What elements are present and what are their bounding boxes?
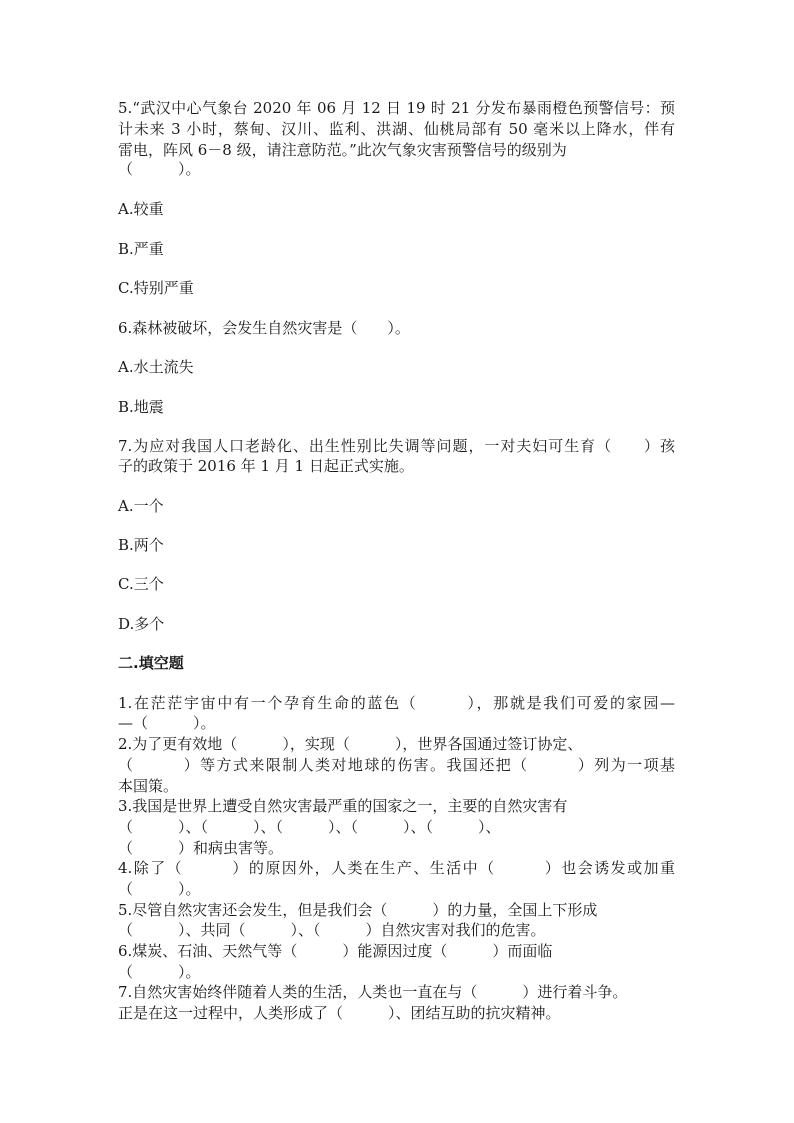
question-6-option-b: B.地震	[118, 398, 164, 416]
question-6-option-a: A.水土流失	[118, 358, 194, 376]
question-5-option-b: B.严重	[118, 240, 164, 258]
question-7-option-c: C.三个	[118, 575, 164, 593]
fill-line: （ ）、（ ）、（ ）、（ ）、（ ）、	[118, 818, 501, 836]
question-6-stem: 6.森林被破坏，会发生自然灾害是（ ）。	[118, 319, 410, 337]
question-7-line: 子的政策于 2016 年 1 月 1 日起正式实施。	[118, 457, 414, 475]
question-5-line: 5.“武汉中心气象台 2020 年 06 月 12 日 19 时 21 分发布暴雨橙色预警信号：预	[118, 99, 675, 117]
fill-line: 本国策。	[118, 777, 179, 795]
question-7-option-b: B.两个	[118, 536, 164, 554]
fill-line: —（ ）。	[118, 714, 216, 732]
fill-line: 7.自然灾害始终伴随着人类的生活，人类也一直在与（ ）进行着斗争。	[118, 983, 628, 1001]
question-5-line: 雷电，阵风 6－8 级，请注意防范。”此次气象灾害预警信号的级别为	[118, 141, 567, 159]
question-5-option-a: A.较重	[118, 200, 164, 218]
fill-line: （ ）。	[118, 880, 201, 898]
fill-line: 5.尽管自然灾害还会发生，但是我们会（ ）的力量，全国上下形成	[118, 901, 598, 919]
question-5-option-c: C.特别严重	[118, 279, 194, 297]
question-5-line: 计未来 3 小时，蔡甸、汉川、监利、洪湖、仙桃局部有 50 毫米以上降水，伴有	[118, 120, 675, 138]
fill-line: 4.除了（ ）的原因外，人类在生产、生活中（ ）也会诱发或加重	[118, 859, 675, 877]
fill-line: 6.煤炭、石油、天然气等（ ）能源因过度（ ）而面临	[118, 942, 553, 960]
question-7-option-a: A.一个	[118, 497, 164, 515]
question-7-option-d: D.多个	[118, 615, 165, 633]
section-heading: 二.填空题	[118, 654, 184, 672]
fill-line: （ ）。	[118, 963, 201, 981]
question-5-line: （ ）。	[118, 160, 201, 178]
fill-line: 2.为了更有效地（ ），实现（ ），世界各国通过签订协定、	[118, 735, 583, 753]
fill-line: 正是在这一过程中，人类形成了（ ）、团结互助的抗灾精神。	[118, 1004, 561, 1022]
fill-line: （ ）和病虫害等。	[118, 839, 284, 857]
fill-line: 1.在茫茫宇宙中有一个孕育生命的蓝色（ ），那就是我们可爱的家园—	[118, 694, 675, 712]
fill-line: （ ）、共同（ ）、（ ）自然灾害对我们的危害。	[118, 921, 546, 939]
fill-line: 3.我国是世界上遭受自然灾害最严重的国家之一，主要的自然灾害有	[118, 797, 568, 815]
fill-line: （ ）等方式来限制人类对地球的伤害。我国还把（ ）列为一项基	[118, 756, 675, 774]
question-7-line: 7.为应对我国人口老龄化、出生性别比失调等问题，一对夫妇可生育（ ）孩	[118, 437, 675, 455]
